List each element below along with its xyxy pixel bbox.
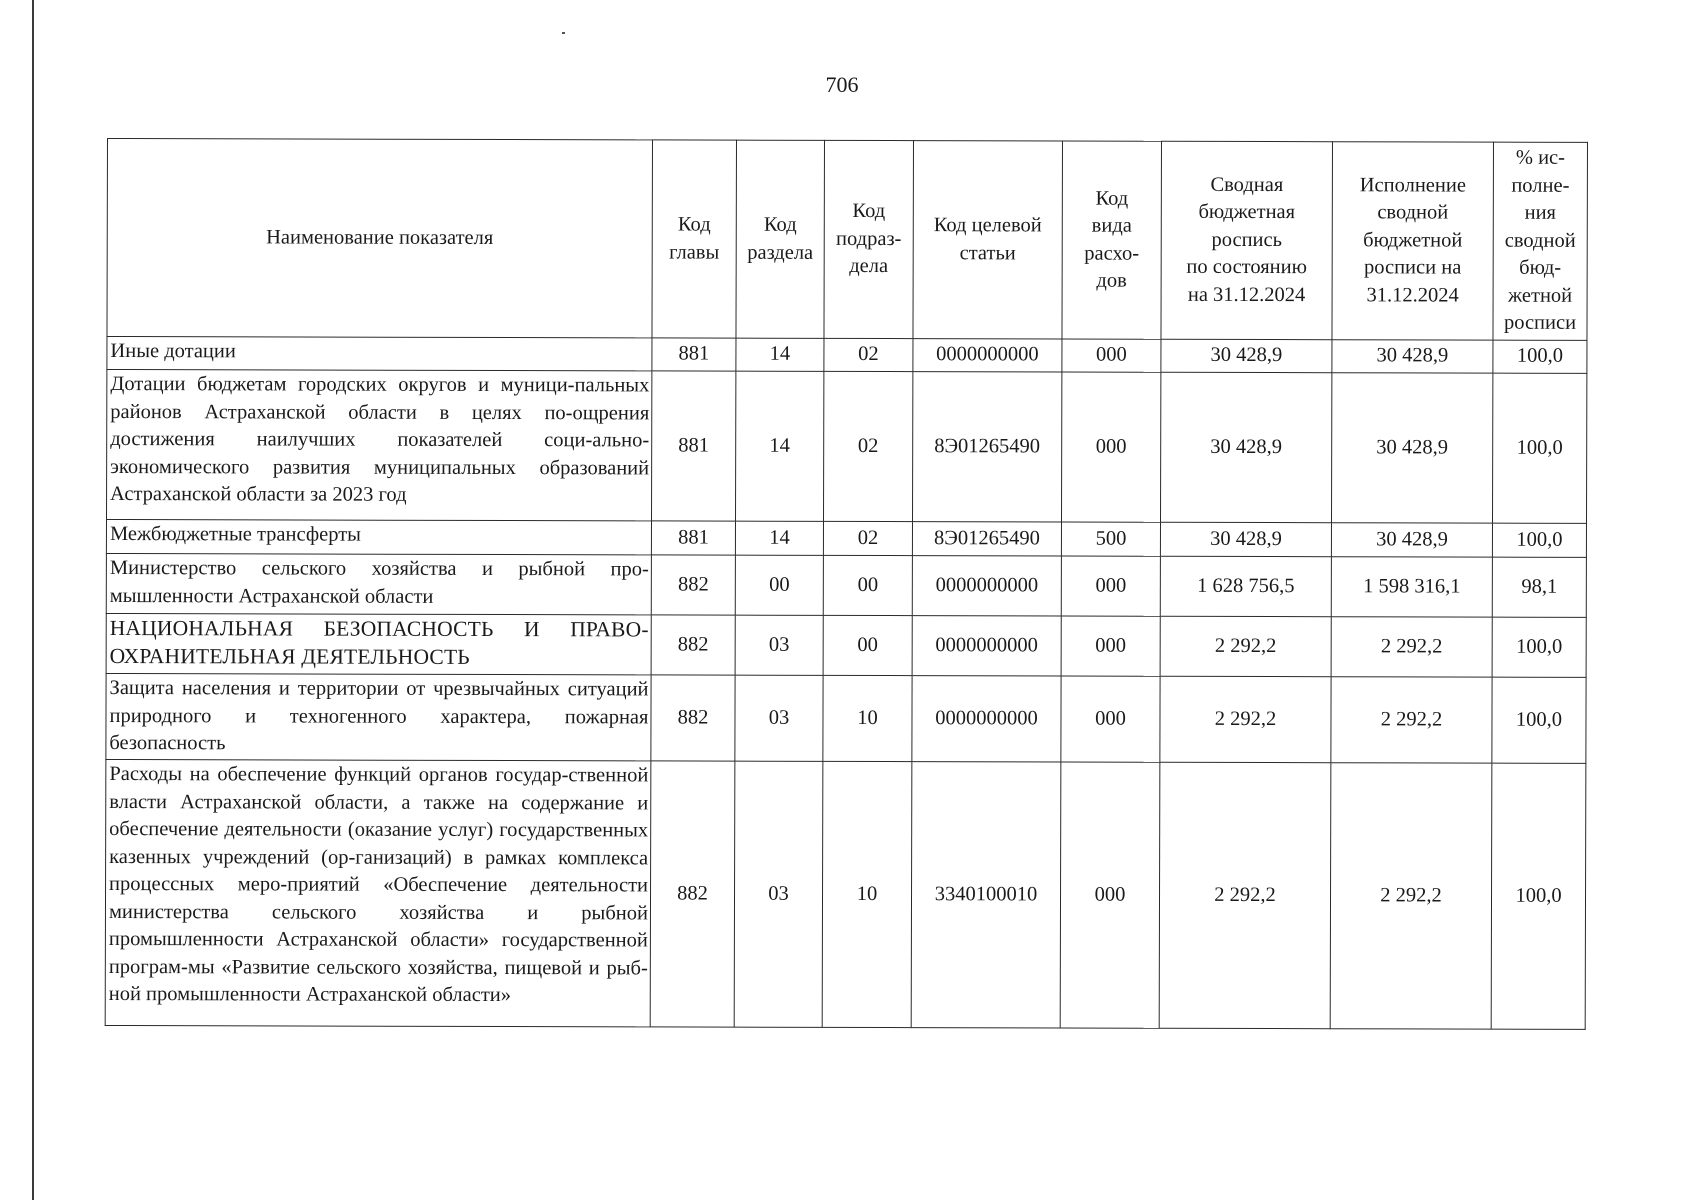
row-expense-type-cell: 000 [1061, 616, 1160, 676]
row-target-cell: 0000000000 [913, 339, 1062, 372]
row-subsection-cell: 00 [823, 555, 912, 615]
row-percent-cell: 100,0 [1491, 763, 1586, 1029]
row-name-cell: Дотации бюджетам городских округов и муници-пальных районов Астраханской области в целях по-ощрения достижения наилучших показателей соци-ально-экономического развития муниципальных образований Астраханской области за 2023 год [107, 370, 652, 521]
scan-speck [562, 32, 565, 34]
row-target-cell: 8Э01265490 [912, 372, 1061, 522]
header-percent: % ис- полне- ния сводной бюд- жетной росписи [1493, 142, 1588, 340]
table-row [105, 759, 1586, 1029]
row-expense-type-cell: 000 [1061, 372, 1160, 522]
row-section-cell: 00 [735, 555, 823, 615]
row-expense-type-cell: 000 [1060, 762, 1160, 1028]
row-execution-cell: 30 428,9 [1331, 523, 1492, 557]
row-name-cell: НАЦИОНАЛЬНАЯ БЕЗОПАСНОСТЬ И ПРАВО-ОХРАНИТЕЛЬНАЯ ДЕЯТЕЛЬНОСТЬ [106, 613, 651, 674]
header-section: Код раздела [736, 140, 825, 338]
row-target-cell: 3340100010 [911, 762, 1061, 1028]
row-budget-cell: 2 292,2 [1159, 762, 1331, 1028]
row-expense-type-cell: 000 [1061, 556, 1160, 616]
row-name-cell: Межбюджетные трансферты [106, 520, 651, 555]
row-chapter-cell: 882 [651, 555, 735, 615]
row-execution-cell: 1 598 316,1 [1331, 557, 1492, 617]
row-subsection-cell: 00 [823, 615, 912, 675]
row-section-cell: 14 [736, 338, 824, 371]
row-percent-cell: 100,0 [1492, 677, 1586, 763]
row-execution-cell: 2 292,2 [1331, 677, 1492, 763]
row-expense-type-cell: 500 [1061, 522, 1160, 556]
row-name-cell: Защита населения и территории от чрезвычайных ситуаций природного и техногенного характера, пожарная безопасность [106, 673, 651, 760]
table-row [106, 613, 1586, 677]
row-percent-cell: 98,1 [1492, 557, 1586, 617]
row-chapter-cell: 882 [651, 675, 735, 761]
row-chapter-cell: 882 [650, 761, 735, 1027]
row-section-cell: 03 [735, 675, 823, 761]
table-row [106, 673, 1586, 763]
row-chapter-cell: 881 [652, 338, 736, 371]
header-chapter: Код главы [652, 140, 737, 338]
row-target-cell: 0000000000 [912, 676, 1061, 762]
row-target-cell: 0000000000 [912, 556, 1061, 616]
table-row [106, 520, 1586, 558]
row-expense-type-cell: 000 [1061, 676, 1160, 762]
row-chapter-cell: 882 [651, 615, 735, 675]
row-percent-cell: 100,0 [1492, 523, 1586, 557]
row-percent-cell: 100,0 [1493, 340, 1587, 373]
binding-line [32, 0, 34, 1200]
row-expense-type-cell: 000 [1062, 339, 1161, 372]
page-number: 706 [825, 72, 859, 97]
row-chapter-cell: 881 [651, 371, 735, 521]
row-section-cell: 03 [735, 615, 823, 675]
row-execution-cell: 30 428,9 [1332, 340, 1493, 373]
table-header-row [107, 139, 1588, 341]
row-execution-cell: 2 292,2 [1331, 617, 1492, 677]
row-budget-cell: 30 428,9 [1161, 339, 1332, 372]
row-percent-cell: 100,0 [1492, 617, 1586, 677]
row-budget-cell: 2 292,2 [1160, 616, 1331, 676]
budget-table [105, 138, 1588, 1030]
row-budget-cell: 1 628 756,5 [1160, 556, 1331, 616]
row-section-cell: 14 [735, 521, 823, 555]
row-subsection-cell: 10 [823, 675, 912, 761]
header-name: Наименование показателя [107, 139, 653, 338]
row-execution-cell: 30 428,9 [1331, 373, 1492, 523]
header-execution: Исполнение сводной бюджетной росписи на 31.12.2024 [1332, 142, 1494, 340]
table-row [107, 337, 1587, 374]
row-subsection-cell: 02 [824, 338, 913, 371]
row-name-cell: Министерство сельского хозяйства и рыбной про-мышленности Астраханской области [106, 553, 651, 614]
header-subsection: Код подраз- дела [824, 140, 914, 338]
row-budget-cell: 30 428,9 [1160, 522, 1331, 556]
row-percent-cell: 100,0 [1492, 373, 1586, 523]
table-row [107, 370, 1587, 524]
row-execution-cell: 2 292,2 [1330, 763, 1492, 1029]
row-subsection-cell: 10 [822, 761, 912, 1027]
row-subsection-cell: 02 [823, 521, 912, 555]
row-chapter-cell: 881 [651, 521, 735, 555]
header-expense-type: Код вида расхо- дов [1062, 141, 1162, 339]
row-section-cell: 14 [735, 371, 823, 521]
row-name-cell: Иные дотации [107, 337, 652, 371]
row-budget-cell: 30 428,9 [1160, 372, 1331, 522]
row-target-cell: 8Э01265490 [912, 522, 1061, 556]
row-target-cell: 0000000000 [912, 616, 1061, 676]
row-name-cell: Расходы на обеспечение функций органов государ-ственной власти Астраханской области, а также на содержание и обеспечение деятельности (оказание услуг) государственных казенных учреждений (ор-ганизаций) в рамках комплекса процессных меро-приятий «Обеспечение деятельности министерства сельского хозяйства и рыбной промышленности Астраханской области» государственной програм-мы «Развитие сельского хозяйства, пищевой и рыб-ной промышленности Астраханской области» [105, 759, 651, 1026]
row-section-cell: 03 [734, 761, 823, 1027]
header-budget: Сводная бюджетная роспись по состоянию на 31.12.2024 [1161, 141, 1333, 339]
table-row [106, 553, 1586, 617]
table-body [105, 337, 1587, 1030]
row-subsection-cell: 02 [823, 371, 912, 521]
row-budget-cell: 2 292,2 [1160, 676, 1331, 762]
header-target: Код целевой статьи [913, 141, 1063, 339]
